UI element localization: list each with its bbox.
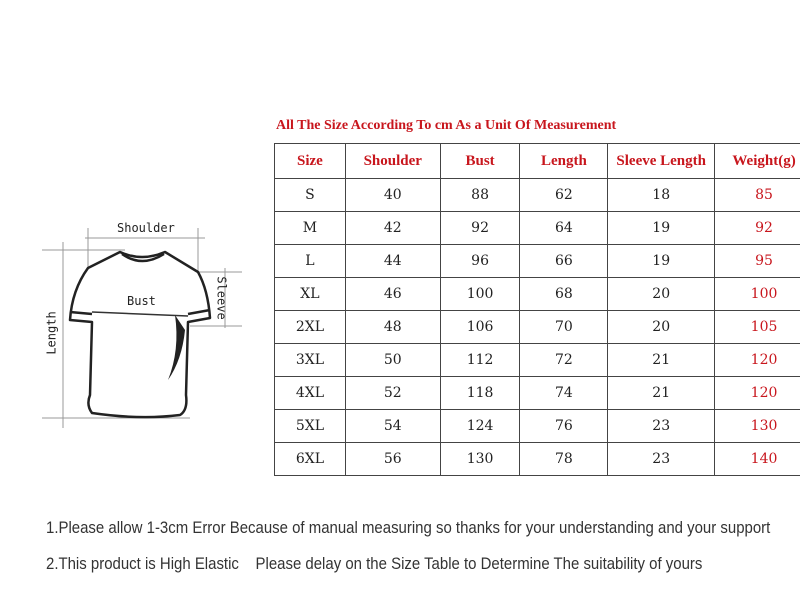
table-cell: 100 — [715, 278, 800, 311]
tshirt-diagram — [30, 210, 260, 440]
table-cell: 64 — [520, 212, 608, 245]
table-cell: 44 — [345, 245, 440, 278]
table-cell: 4XL — [275, 377, 346, 410]
table-cell: M — [275, 212, 346, 245]
table-cell: 40 — [345, 179, 440, 212]
column-header: Sleeve Length — [608, 144, 715, 179]
table-cell: 120 — [715, 377, 800, 410]
table-cell: 92 — [440, 212, 520, 245]
table-cell: 19 — [608, 212, 715, 245]
table-cell: 42 — [345, 212, 440, 245]
table-row — [275, 443, 800, 476]
table-cell: 70 — [520, 311, 608, 344]
table-cell: 56 — [345, 443, 440, 476]
table-cell: 100 — [440, 278, 520, 311]
table-header-row — [275, 144, 800, 179]
table-cell: 74 — [520, 377, 608, 410]
table-row — [275, 179, 800, 212]
table-row — [275, 344, 800, 377]
size-table — [274, 143, 800, 476]
table-cell: 50 — [345, 344, 440, 377]
table-cell: 21 — [608, 344, 715, 377]
table-cell: 140 — [715, 443, 800, 476]
column-header: Weight(g) — [715, 144, 800, 179]
table-cell: 54 — [345, 410, 440, 443]
note-2: 2.This product is High Elastic Please delay on the Size Table to Determine The suitability of yours — [46, 554, 703, 573]
table-cell: 88 — [440, 179, 520, 212]
column-header: Shoulder — [345, 144, 440, 179]
table-cell: 112 — [440, 344, 520, 377]
table-cell: 5XL — [275, 410, 346, 443]
column-header: Bust — [440, 144, 520, 179]
table-cell: 130 — [715, 410, 800, 443]
table-cell: 106 — [440, 311, 520, 344]
table-cell: 95 — [715, 245, 800, 278]
note-1: 1.Please allow 1-3cm Error Because of manual measuring so thanks for your understanding and your support — [46, 518, 771, 537]
table-cell: 92 — [715, 212, 800, 245]
table-row — [275, 311, 800, 344]
table-cell: 78 — [520, 443, 608, 476]
table-cell: 18 — [608, 179, 715, 212]
table-cell: L — [275, 245, 346, 278]
table-cell: 23 — [608, 443, 715, 476]
table-cell: 124 — [440, 410, 520, 443]
table-cell: 23 — [608, 410, 715, 443]
table-cell: 76 — [520, 410, 608, 443]
table-row — [275, 212, 800, 245]
table-cell: 52 — [345, 377, 440, 410]
table-row — [275, 245, 800, 278]
table-cell: 2XL — [275, 311, 346, 344]
table-row — [275, 278, 800, 311]
table-cell: 130 — [440, 443, 520, 476]
size-chart-title: All The Size According To cm As a Unit Of Measurement — [276, 118, 617, 133]
table-cell: 62 — [520, 179, 608, 212]
table-row — [275, 377, 800, 410]
table-cell: 3XL — [275, 344, 346, 377]
table-cell: 46 — [345, 278, 440, 311]
table-cell: 19 — [608, 245, 715, 278]
column-header: Length — [520, 144, 608, 179]
table-cell: 20 — [608, 311, 715, 344]
table-cell: 6XL — [275, 443, 346, 476]
table-cell: 48 — [345, 311, 440, 344]
table-cell: S — [275, 179, 346, 212]
table-cell: 85 — [715, 179, 800, 212]
table-cell: 72 — [520, 344, 608, 377]
table-cell: 118 — [440, 377, 520, 410]
bust-label: Bust — [127, 294, 156, 308]
table-cell: 21 — [608, 377, 715, 410]
table-cell: 96 — [440, 245, 520, 278]
table-cell: 68 — [520, 278, 608, 311]
table-cell: 105 — [715, 311, 800, 344]
column-header: Size — [275, 144, 346, 179]
sleeve-label: Sleeve — [214, 276, 229, 320]
table-cell: 66 — [520, 245, 608, 278]
table-row — [275, 410, 800, 443]
length-label: Length — [44, 311, 59, 355]
shoulder-label: Shoulder — [117, 221, 175, 235]
table-cell: 120 — [715, 344, 800, 377]
table-cell: 20 — [608, 278, 715, 311]
table-cell: XL — [275, 278, 346, 311]
